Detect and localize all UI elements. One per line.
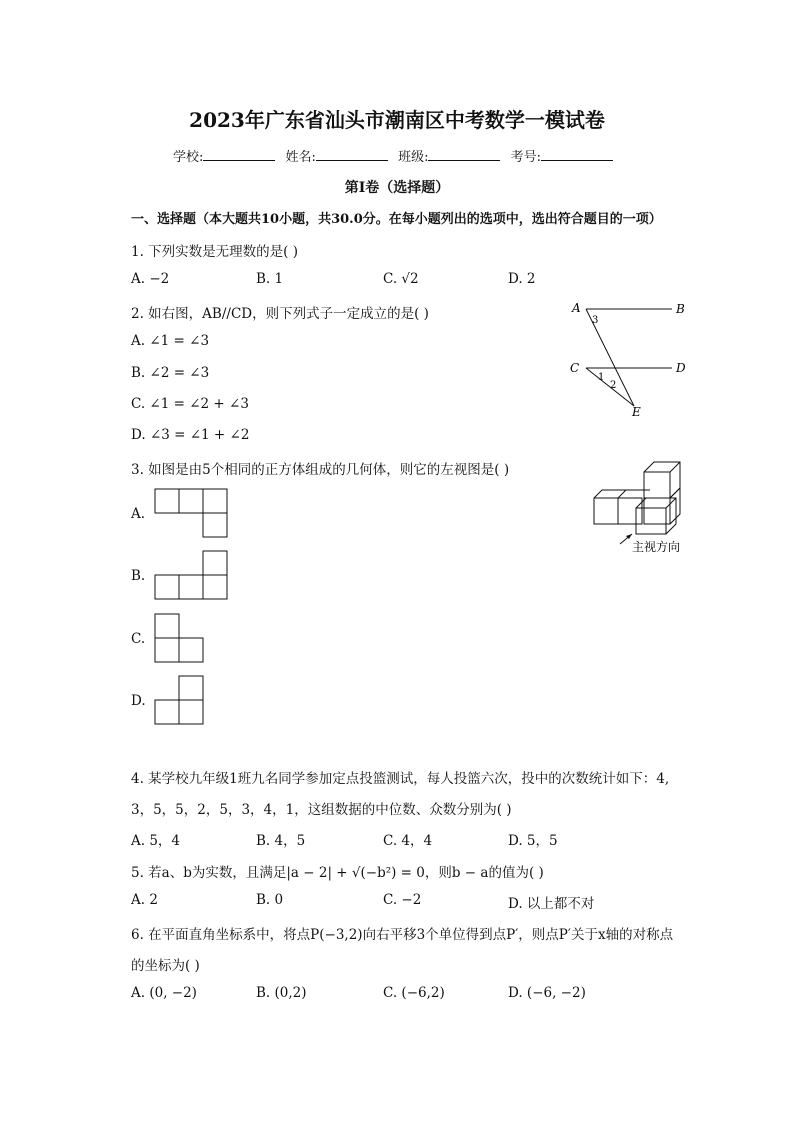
angle-2-label: 2	[610, 380, 617, 391]
question-6-stem-cont: 的坐标为( )	[131, 958, 200, 974]
q3-option-d[interactable]: D.	[131, 693, 146, 709]
view-direction-label: 主视方向	[632, 540, 681, 554]
question-6-stem: 6. 在平面直角坐标系中，将点P(−3,2)向右平移3个单位得到点P′，则点P′关于x轴的对称点	[131, 927, 674, 943]
q4-option-b[interactable]: B. 4，5	[256, 833, 306, 849]
question-3-stem: 3. 如图是由5个相同的正方体组成的几何体，则它的左视图是( )	[131, 462, 510, 478]
q6-option-a[interactable]: A. (0, −2)	[131, 985, 197, 1001]
number-label: 考号:	[510, 150, 541, 165]
page-title: 2023年广东省汕头市潮南区中考数学一模试卷	[189, 108, 605, 132]
question-1-stem: 1. 下列实数是无理数的是( )	[131, 244, 298, 260]
label-c: C	[570, 361, 580, 375]
parallel-lines-figure	[560, 296, 700, 422]
part-heading: 第I卷（选择题）	[344, 180, 450, 196]
q6-option-d[interactable]: D. (−6, −2)	[508, 985, 586, 1001]
q3-option-b-figure	[154, 550, 230, 602]
q1-option-c[interactable]: C. √2	[383, 271, 419, 287]
q2-option-c[interactable]: C. ∠1 = ∠2 + ∠3	[131, 396, 249, 412]
q5-option-d[interactable]: D. 以上都不对	[508, 896, 595, 912]
q5-option-c[interactable]: C. −2	[383, 892, 422, 908]
student-info-line	[173, 146, 619, 165]
q2-option-b[interactable]: B. ∠2 = ∠3	[131, 365, 210, 381]
school-label: 学校:	[173, 150, 204, 165]
question-5-stem: 5. 若a、b为实数，且满足|a − 2| + √(−b²) = 0，则b − a的值为( )	[131, 865, 544, 881]
label-b: B	[676, 302, 685, 316]
cube-solid-figure	[588, 458, 704, 558]
question-4-stem-cont: 3，5，5，2，5，3，4，1，这组数据的中位数、众数分别为( )	[131, 802, 512, 818]
q1-option-a[interactable]: A. −2	[131, 271, 170, 287]
q3-option-b[interactable]: B.	[131, 568, 146, 584]
question-4-stem: 4. 某学校九年级1班九名同学参加定点投篮测试，每人投篮六次，投中的次数统计如下：4,	[131, 771, 670, 787]
q5-option-b[interactable]: B. 0	[256, 892, 284, 908]
section-heading: 一、选择题（本大题共10小题，共30.0分。在每小题列出的选项中，选出符合题目的一项）	[131, 212, 662, 227]
q6-option-c[interactable]: C. (−6,2)	[383, 985, 445, 1001]
q1-option-d[interactable]: D. 2	[508, 271, 536, 287]
label-d: D	[676, 361, 686, 375]
q4-option-a[interactable]: A. 5，4	[131, 833, 181, 849]
number-blank[interactable]	[541, 148, 613, 161]
q4-option-d[interactable]: D. 5，5	[508, 833, 558, 849]
school-blank[interactable]	[203, 148, 275, 161]
q2-option-a[interactable]: A. ∠1 = ∠3	[131, 333, 210, 349]
class-blank[interactable]	[428, 148, 500, 161]
q6-option-b[interactable]: B. (0,2)	[256, 985, 307, 1001]
angle-3-label: 3	[592, 315, 599, 326]
q2-option-d[interactable]: D. ∠3 = ∠1 + ∠2	[131, 427, 250, 443]
q4-option-c[interactable]: C. 4，4	[383, 833, 433, 849]
q3-option-d-figure	[154, 675, 206, 727]
class-label: 班级:	[398, 150, 429, 165]
angle-1-label: 1	[598, 372, 605, 383]
name-blank[interactable]	[316, 148, 388, 161]
q5-option-a[interactable]: A. 2	[131, 892, 158, 908]
q3-option-c[interactable]: C.	[131, 631, 146, 647]
name-label: 姓名:	[285, 150, 316, 165]
label-e: E	[632, 405, 641, 419]
question-2-stem: 2. 如右图，AB//CD，则下列式子一定成立的是( )	[131, 306, 429, 322]
label-a: A	[572, 301, 581, 315]
q3-option-a[interactable]: A.	[131, 506, 146, 522]
q3-option-a-figure	[154, 488, 230, 540]
q1-option-b[interactable]: B. 1	[256, 271, 284, 287]
q3-option-c-figure	[154, 613, 206, 665]
